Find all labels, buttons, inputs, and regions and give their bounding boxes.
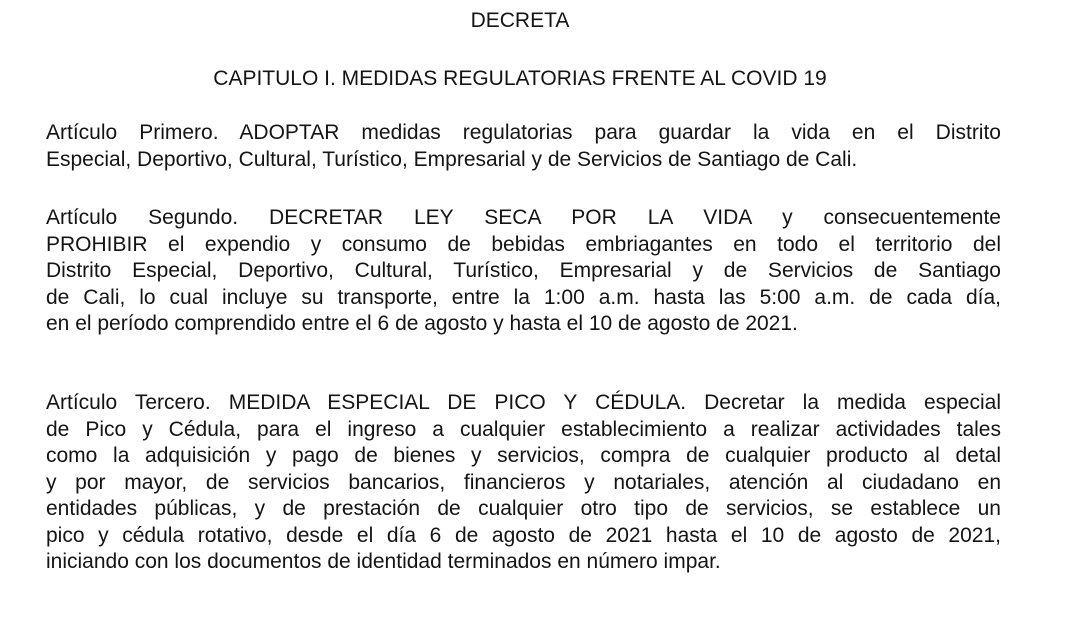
article-line: y por mayor, de servicios bancarios, financieros y notariales, atención al ciudadano en <box>46 470 1001 494</box>
article-line: de Pico y Cédula, para el ingreso a cualquier establecimiento a realizar actividades tales <box>46 417 1001 441</box>
article-line: Artículo Segundo. DECRETAR LEY SECA POR LA VIDA y consecuentemente <box>46 206 1001 229</box>
article-line: en el período comprendido entre el 6 de agosto y hasta el 10 de agosto de 2021. <box>46 312 798 335</box>
article-line: iniciando con los documentos de identidad terminados en número impar. <box>46 550 721 573</box>
article-line: pico y cédula rotativo, desde el día 6 de agosto de 2021 hasta el 10 de agosto de 2021, <box>46 523 1001 547</box>
chapter-heading: CAPITULO I. MEDIDAS REGULATORIAS FRENTE AL COVID 19 <box>213 67 827 90</box>
article-line: como la adquisición y pago de bienes y servicios, compra de cualquier producto al detal <box>46 444 1001 467</box>
article-segundo <box>46 205 1001 338</box>
article-line: Distrito Especial, Deportivo, Cultural, Turístico, Empresarial y de Servicios de Santiago <box>46 259 1001 282</box>
article-line: Artículo Primero. ADOPTAR medidas regulatorias para guardar la vida en el Distrito <box>46 121 1001 144</box>
document-title: DECRETA <box>470 9 570 32</box>
article-tercero <box>46 390 1001 576</box>
article-line: de Cali, lo cual incluye su transporte, entre la 1:00 a.m. hasta las 5:00 a.m. de cada día, <box>46 285 1001 309</box>
article-line: Artículo Tercero. MEDIDA ESPECIAL DE PICO Y CÉDULA. Decretar la medida especial <box>46 391 1001 414</box>
article-line: Especial, Deportivo, Cultural, Turístico, Empresarial y de Servicios de Santiago de Cali. <box>46 147 858 171</box>
article-primero <box>46 120 1001 173</box>
article-line: PROHIBIR el expendio y consumo de bebidas embriagantes en todo el territorio del <box>46 232 1001 256</box>
article-line: entidades públicas, y de prestación de cualquier otro tipo de servicios, se establece un <box>46 497 1001 520</box>
